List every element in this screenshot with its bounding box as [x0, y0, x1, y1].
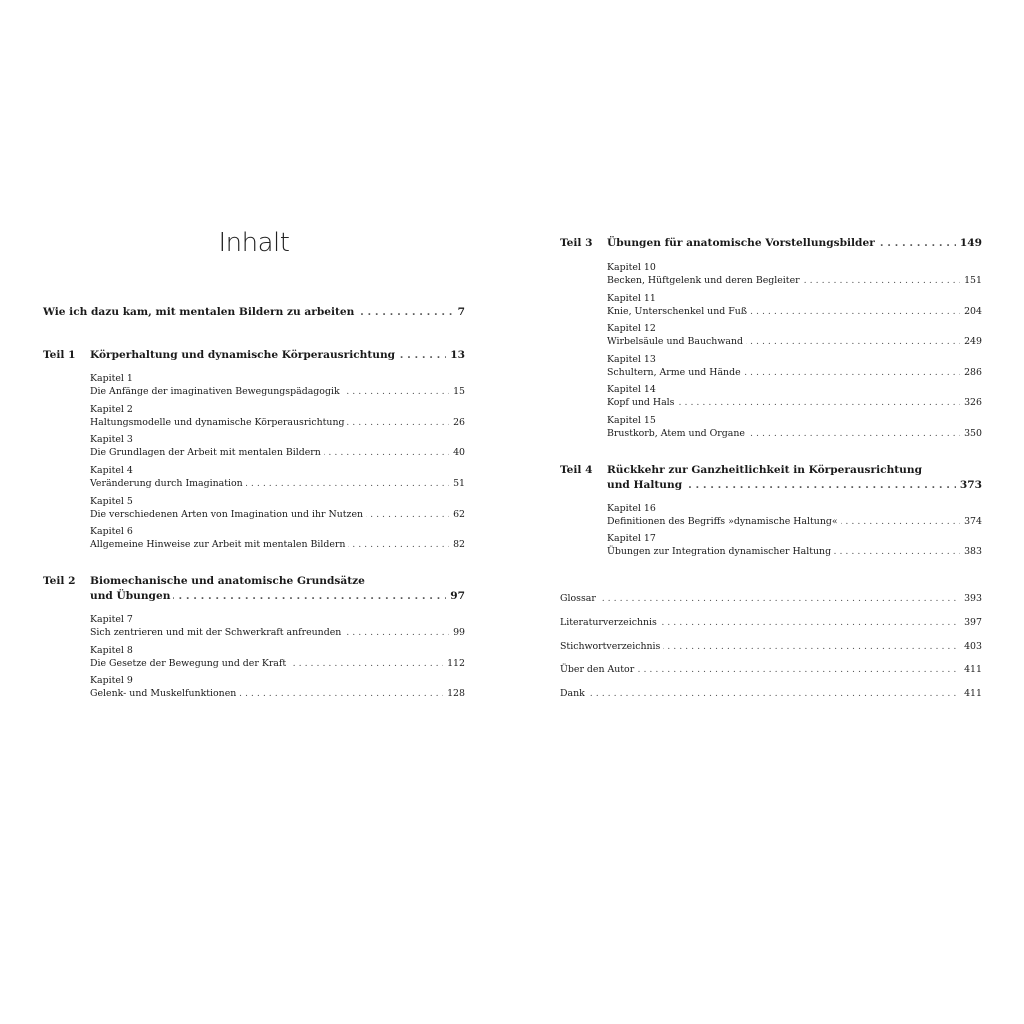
kapitel-page: 51	[449, 477, 465, 490]
teil-title-cont: und Haltung	[607, 478, 685, 493]
kapitel-page: 82	[449, 538, 465, 551]
kapitel-number: Kapitel 8	[90, 645, 133, 656]
appendix-page: 397	[960, 616, 982, 629]
kapitel-number: Kapitel 12	[607, 323, 656, 334]
kapitel-title: Allgemeine Hinweise zur Arbeit mit mentalen Bildern	[90, 538, 348, 551]
teil-title: Rückkehr zur Ganzheitlichkeit in Körperausrichtung	[607, 464, 922, 476]
kapitel-number: Kapitel 2	[90, 404, 133, 415]
kapitel-title: Die verschiedenen Arten von Imagination und ihr Nutzen	[90, 508, 366, 521]
appendix-page: 393	[960, 592, 982, 605]
teil-label: Teil 3	[560, 237, 593, 249]
toc-kapitel-15[interactable]	[607, 415, 982, 440]
kapitel-title: Veränderung durch Imagination	[90, 477, 246, 490]
toc-kapitel-16[interactable]	[607, 503, 982, 528]
kapitel-page: 128	[443, 687, 465, 700]
appendix-page: 411	[960, 687, 982, 700]
kapitel-number: Kapitel 5	[90, 496, 133, 507]
kapitel-title: Sich zentrieren und mit der Schwerkraft anfreunden	[90, 626, 344, 639]
kapitel-page: 350	[960, 427, 982, 440]
toc-kapitel-2[interactable]	[90, 404, 465, 429]
toc-kapitel-4[interactable]	[90, 465, 465, 490]
kapitel-number: Kapitel 13	[607, 354, 656, 365]
teil-title: Körperhaltung und dynamische Körperausrichtung	[90, 348, 398, 363]
toc-kapitel-7[interactable]	[90, 614, 465, 639]
teil-page: 149	[956, 236, 982, 251]
teil-title: Biomechanische und anatomische Grundsätze	[90, 575, 365, 587]
kapitel-number: Kapitel 6	[90, 526, 133, 537]
kapitel-page: 99	[449, 626, 465, 639]
teil-title-cont: und Übungen	[90, 589, 173, 604]
toc-kapitel-12[interactable]	[607, 323, 982, 348]
toc-kapitel-13[interactable]	[607, 354, 982, 379]
toc-appendix-literatur[interactable]	[560, 616, 982, 629]
kapitel-page: 26	[449, 416, 465, 429]
teil-label: Teil 2	[43, 575, 76, 587]
kapitel-page: 204	[960, 305, 982, 318]
kapitel-number: Kapitel 9	[90, 675, 133, 686]
kapitel-page: 286	[960, 366, 982, 379]
kapitel-title: Brustkorb, Atem und Organe	[607, 427, 748, 440]
kapitel-page: 40	[449, 446, 465, 459]
toc-kapitel-10[interactable]	[607, 262, 982, 287]
kapitel-page: 62	[449, 508, 465, 521]
toc-kapitel-9[interactable]	[90, 675, 465, 700]
kapitel-title: Die Anfänge der imaginativen Bewegungspädagogik	[90, 385, 343, 398]
kapitel-page: 15	[449, 385, 465, 398]
toc-appendix-autor[interactable]	[560, 663, 982, 676]
appendix-title: Über den Autor	[560, 663, 637, 676]
kapitel-title: Becken, Hüftgelenk und deren Begleiter	[607, 274, 803, 287]
teil-page: 13	[446, 348, 465, 363]
toc-kapitel-14[interactable]	[607, 384, 982, 409]
toc-appendix-dank[interactable]	[560, 687, 982, 700]
toc-kapitel-3[interactable]	[90, 434, 465, 459]
kapitel-page: 151	[960, 274, 982, 287]
toc-appendix-stichwort[interactable]	[560, 640, 982, 653]
appendix-page: 403	[960, 640, 982, 653]
toc-kapitel-11[interactable]	[607, 293, 982, 318]
kapitel-page: 383	[960, 545, 982, 558]
toc-kapitel-6[interactable]	[90, 526, 465, 551]
kapitel-title: Haltungsmodelle und dynamische Körperausrichtung	[90, 416, 347, 429]
entry-page: 7	[454, 305, 465, 320]
kapitel-page: 326	[960, 396, 982, 409]
toc-kapitel-5[interactable]	[90, 496, 465, 521]
kapitel-number: Kapitel 7	[90, 614, 133, 625]
teil-page: 373	[956, 478, 982, 493]
appendix-title: Glossar	[560, 592, 599, 605]
teil-title: Übungen für anatomische Vorstellungsbilder	[607, 236, 878, 251]
toc-kapitel-8[interactable]	[90, 645, 465, 670]
toc-kapitel-1[interactable]	[90, 373, 465, 398]
kapitel-title: Gelenk- und Muskelfunktionen	[90, 687, 239, 700]
teil-label: Teil 4	[560, 464, 593, 476]
kapitel-number: Kapitel 4	[90, 465, 133, 476]
kapitel-number: Kapitel 16	[607, 503, 656, 514]
kapitel-number: Kapitel 15	[607, 415, 656, 426]
kapitel-title: Übungen zur Integration dynamischer Haltung	[607, 545, 834, 558]
toc-entry-intro[interactable]	[43, 305, 465, 320]
appendix-title: Stichwortverzeichnis	[560, 640, 663, 653]
kapitel-title: Schultern, Arme und Hände	[607, 366, 744, 379]
kapitel-title: Die Grundlagen der Arbeit mit mentalen Bildern	[90, 446, 324, 459]
appendix-page: 411	[960, 663, 982, 676]
toc-appendix-glossar[interactable]	[560, 592, 982, 605]
appendix-title: Dank	[560, 687, 588, 700]
appendix-title: Literaturverzeichnis	[560, 616, 660, 629]
kapitel-title: Kopf und Hals	[607, 396, 677, 409]
kapitel-number: Kapitel 11	[607, 293, 656, 304]
kapitel-page: 374	[960, 515, 982, 528]
kapitel-title: Wirbelsäule und Bauchwand	[607, 335, 746, 348]
teil-page: 97	[446, 589, 465, 604]
kapitel-title: Definitionen des Begriffs »dynamische Haltung«	[607, 515, 841, 528]
kapitel-page: 249	[960, 335, 982, 348]
page-title: Inhalt	[218, 228, 290, 258]
toc-kapitel-17[interactable]	[607, 533, 982, 558]
teil-label: Teil 1	[43, 349, 76, 361]
kapitel-page: 112	[443, 657, 465, 670]
kapitel-number: Kapitel 10	[607, 262, 656, 273]
kapitel-number: Kapitel 3	[90, 434, 133, 445]
kapitel-number: Kapitel 1	[90, 373, 133, 384]
kapitel-number: Kapitel 17	[607, 533, 656, 544]
kapitel-title: Die Gesetze der Bewegung und der Kraft	[90, 657, 289, 670]
entry-title: Wie ich dazu kam, mit mentalen Bildern zu arbeiten	[43, 305, 357, 320]
kapitel-number: Kapitel 14	[607, 384, 656, 395]
kapitel-title: Knie, Unterschenkel und Fuß	[607, 305, 750, 318]
